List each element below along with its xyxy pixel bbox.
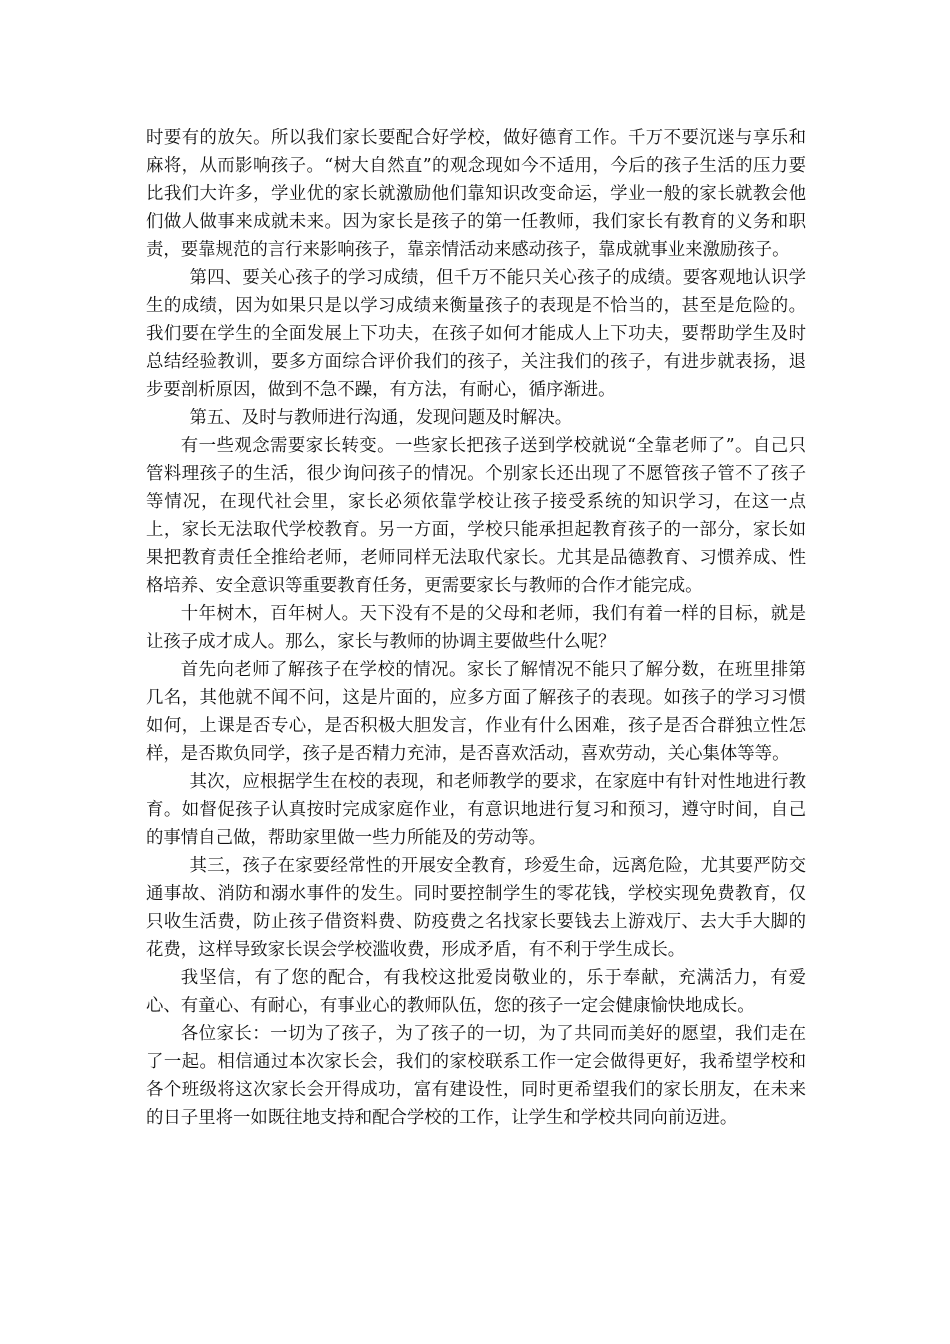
paragraph-continuation: 时要有的放矢。所以我们家长要配合好学校，做好德育工作。千万不要沉迷与享乐和麻将，从而影响孩子。“树大自然直”的观念现如今不适用，今后的孩子生活的压力要比我们大许多，学业优的家长就激励他们靠知识改变命运，学业一般的家长就教会他们做人做事来成就未来。因为家长是孩子的第一任教师，我们家长有教育的义务和职责，要靠规范的言行来影响孩子，靠亲情活动来感动孩子，靠成就事业来激励孩子。 [146,128,806,260]
paragraph-third: 其三，孩子在家要经常性的开展安全教育，珍爱生命，远离危险，尤其要严防交通事故、消防和溺水事件的发生。同时要控制学生的零花钱，学校实现免费教育，仅只收生活费，防止孩子借资料费、防疫费之名找家长要钱去上游戏厅、去大手大脚的花费，这样导致家长误会学校滥收费，形成矛盾，有不利于学生成长。 [146,856,806,960]
paragraph-second: 其次，应根据学生在校的表现，和老师教学的要求，在家庭中有针对性地进行教育。如督促孩子认真按时完成家庭作业，有意识地进行复习和预习，遵守时间，自己的事情自己做，帮助家里做一些力所能及的劳动等。 [146,772,806,848]
paragraph-attitude-change: 有一些观念需要家长转变。一些家长把孩子送到学校就说“全靠老师了”。自己只管料理孩子的生活，很少询问孩子的情况。个别家长还出现了不愿管孩子管不了孩子等情况，在现代社会里，家长必须依靠学校让孩子接受系统的知识学习，在这一点上，家长无法取代学校教育。另一方面，学校只能承担起教育孩子的一部分，家长如果把教育责任全推给老师，老师同样无法取代家长。尤其是品德教育、习惯养成、性格培养、安全意识等重要教育任务，更需要家长与教师的合作才能完成。 [146,436,806,596]
paragraph-point-five: 第五、及时与教师进行沟通，发现问题及时解决。 [189,408,573,428]
paragraph-shared-goal: 十年树木，百年树人。天下没有不是的父母和老师，我们有着一样的目标，就是让孩子成才成人。那么，家长与教师的协调主要做些什么呢？ [146,604,806,652]
paragraph-belief: 我坚信，有了您的配合，有我校这批爱岗敬业的，乐于奉献，充满活力，有爱心、有童心、有耐心，有事业心的教师队伍，您的孩子一定会健康愉快地成长。 [146,968,806,1016]
paragraph-closing: 各位家长：一切为了孩子，为了孩子的一切，为了共同而美好的愿望，我们走在了一起。相信通过本次家长会，我们的家校联系工作一定会做得更好，我希望学校和各个班级将这次家长会开得成功，富有建设性，同时更希望我们的家长朋友，在未来的日子里将一如既往地支持和配合学校的工作，让学生和学校共同向前迈进。 [146,1024,806,1128]
paragraph-first: 首先向老师了解孩子在学校的情况。家长了解情况不能只了解分数，在班里排第几名，其他就不闻不问，这是片面的，应多方面了解孩子的表现。如孩子的学习习惯如何，上课是否专心，是否积极大胆发言，作业有什么困难，孩子是否合群独立性怎样，是否欺负同学，孩子是否精力充沛，是否喜欢活动，喜欢劳动，关心集体等等。 [146,660,806,764]
document-body [146,124,806,1132]
paragraph-point-four: 第四、要关心孩子的学习成绩，但千万不能只关心孩子的成绩。要客观地认识学生的成绩，因为如果只是以学习成绩来衡量孩子的表现是不恰当的，甚至是危险的。我们要在学生的全面发展上下功夫，在孩子如何才能成人上下功夫，要帮助学生及时总结经验教训，要多方面综合评价我们的孩子，关注我们的孩子，有进步就表扬，退步要剖析原因，做到不急不躁，有方法，有耐心，循序渐进。 [146,268,806,400]
